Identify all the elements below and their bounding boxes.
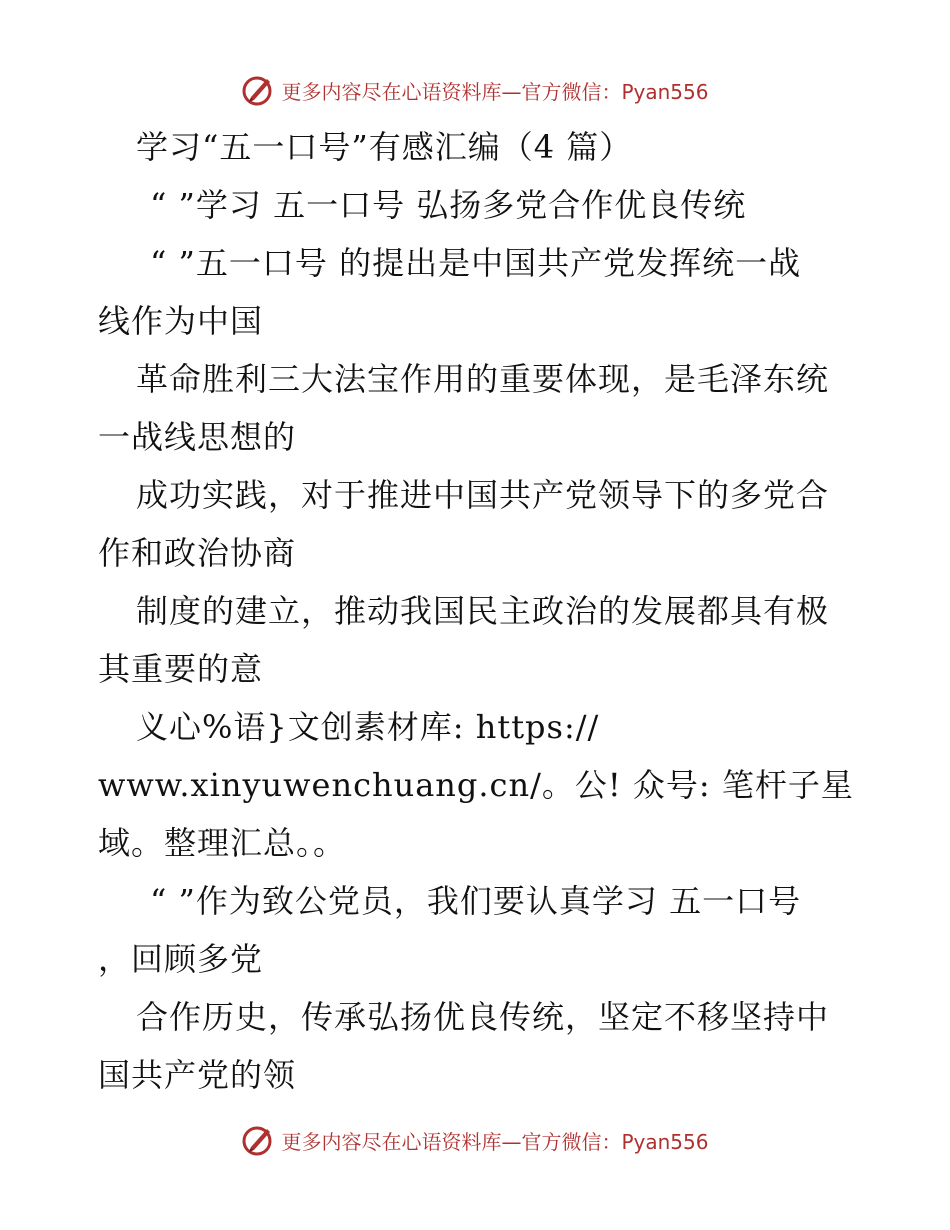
doc-line: 义心%语}文创素材库: https:// xyxy=(136,708,600,746)
pen-logo-icon xyxy=(241,73,275,107)
footer-banner-text: 更多内容尽在心语资料库—官方微信：Pyan556 xyxy=(281,1129,709,1154)
doc-line: 革命胜利三大法宝作用的重要体现，是毛泽东统 xyxy=(136,360,830,398)
doc-line: 作和政治协商 xyxy=(98,534,297,572)
doc-title: 学习“五一口号”有感汇编（4 篇） xyxy=(136,128,633,166)
doc-line: 国共产党的领 xyxy=(98,1056,297,1094)
doc-line: “ ”学习 五一口号 弘扬多党合作优良传统 xyxy=(150,186,747,224)
doc-line: www.xinyuwenchuang.cn/。公! 众号: 笔杆子星 xyxy=(98,766,854,804)
doc-line: “ ”五一口号 的提出是中国共产党发挥统一战 xyxy=(150,244,802,282)
doc-line: “ ”作为致公党员，我们要认真学习 五一口号 xyxy=(150,882,802,920)
doc-line: 线作为中国 xyxy=(98,302,264,340)
doc-line: 域。整理汇总。。 xyxy=(98,824,347,862)
doc-line: ，回顾多党 xyxy=(98,940,264,978)
footer-banner xyxy=(0,1120,950,1160)
doc-line: 制度的建立，推动我国民主政治的发展都具有极 xyxy=(136,592,830,630)
doc-line: 成功实践，对于推进中国共产党领导下的多党合 xyxy=(136,476,830,514)
doc-line: 合作历史，传承弘扬优良传统，坚定不移坚持中 xyxy=(136,998,830,1036)
header-banner xyxy=(0,70,950,110)
doc-line: 一战线思想的 xyxy=(98,418,297,456)
document-body xyxy=(98,118,858,1104)
pen-logo-icon xyxy=(241,1123,275,1157)
header-banner-text: 更多内容尽在心语资料库—官方微信：Pyan556 xyxy=(281,79,709,104)
doc-line: 其重要的意 xyxy=(98,650,264,688)
